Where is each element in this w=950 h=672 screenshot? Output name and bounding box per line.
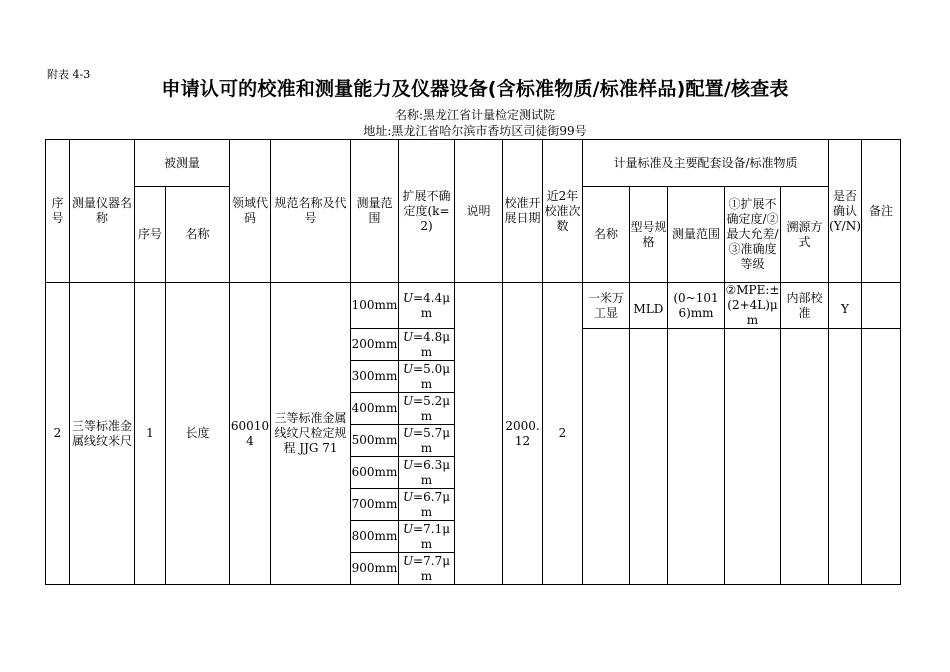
range-cell: 600mm xyxy=(351,457,399,489)
header-remarks: 备注 xyxy=(862,140,901,283)
header-uncertainty: 扩展不确定度(k=2) xyxy=(399,140,455,283)
header-measured-group: 被测量 xyxy=(135,140,230,187)
range-cell: 900mm xyxy=(351,553,399,585)
range-cell: 100mm xyxy=(351,283,399,329)
header-measure-range: 测量范围 xyxy=(351,140,399,283)
header-field-code: 领域代码 xyxy=(230,140,271,283)
record-measured-name: 长度 xyxy=(166,283,230,585)
range-cell: 800mm xyxy=(351,521,399,553)
uncertainty-cell: U=4.8μm xyxy=(399,329,455,361)
header-description: 说明 xyxy=(455,140,503,283)
record-seq: 2 xyxy=(46,283,70,585)
record-remarks xyxy=(862,283,901,329)
header-eq-accuracy: ①扩展不确定度/②最大允差/③准确度等级 xyxy=(725,187,781,283)
uncertainty-cell: U=6.3μm xyxy=(399,457,455,489)
uncertainty-cell: U=5.2μm xyxy=(399,393,455,425)
page-title: 申请认可的校准和测量能力及仪器设备(含标准物质/标准样品)配置/核查表 xyxy=(161,78,789,100)
uncertainty-cell: U=4.4μm xyxy=(399,283,455,329)
equipment-blank xyxy=(668,329,725,585)
uncertainty-cell: U=5.7μm xyxy=(399,425,455,457)
capability-table xyxy=(45,139,901,585)
header-eq-trace: 溯源方式 xyxy=(781,187,829,283)
header-seq: 序号 xyxy=(46,140,70,283)
range-cell: 700mm xyxy=(351,489,399,521)
range-cell: 400mm xyxy=(351,393,399,425)
equipment-blank xyxy=(583,329,630,585)
record-spec-name: 三等标准金属线纹尺检定规程 JJG 71 xyxy=(271,283,351,585)
org-address: 地址:黑龙江省哈尔滨市香坊区司徒街99号 xyxy=(363,124,587,138)
header-confirmed: 是否确认(Y/N) xyxy=(829,140,862,283)
record-field-code: 600104 xyxy=(230,283,271,585)
range-cell: 500mm xyxy=(351,425,399,457)
equipment-range: (0~1016)mm xyxy=(668,283,725,329)
annex-label: 附表 4-3 xyxy=(47,68,91,81)
equipment-accuracy: ②MPE:±(2+4L)μm xyxy=(725,283,780,327)
header-eq-range: 测量范围 xyxy=(668,187,725,283)
header-measured-seq: 序号 xyxy=(135,187,166,283)
equipment-trace: 内部校准 xyxy=(781,283,829,329)
equipment-blank xyxy=(862,329,901,585)
header-eq-name: 名称 xyxy=(583,187,630,283)
header-spec-name: 规范名称及代号 xyxy=(271,140,351,283)
equipment-blank xyxy=(725,329,781,585)
equipment-confirmed: Y xyxy=(829,283,862,329)
record-measured-seq: 1 xyxy=(135,283,166,585)
uncertainty-cell: U=7.7μm xyxy=(399,553,455,585)
uncertainty-cell: U=7.1μm xyxy=(399,521,455,553)
range-cell: 200mm xyxy=(351,329,399,361)
org-name: 名称:黑龙江省计量检定测试院 xyxy=(394,108,556,122)
uncertainty-cell: U=6.7μm xyxy=(399,489,455,521)
record-description xyxy=(455,283,503,585)
equipment-blank xyxy=(630,329,668,585)
record-recent-count: 2 xyxy=(543,283,583,585)
equipment-blank xyxy=(781,329,829,585)
equipment-name: 一米万工显 xyxy=(583,283,630,329)
equipment-blank xyxy=(829,329,862,585)
header-measured-name: 名称 xyxy=(166,187,230,283)
header-instrument-name: 测量仪器名称 xyxy=(70,140,135,283)
header-recent-count: 近2年校准次数 xyxy=(543,140,583,283)
header-eq-model: 型号规格 xyxy=(630,187,668,283)
header-calib-start: 校准开展日期 xyxy=(503,140,543,283)
header-equipment-group: 计量标准及主要配套设备/标准物质 xyxy=(583,140,829,187)
record-instrument-name: 三等标准金属线纹米尺 xyxy=(70,283,135,585)
range-cell: 300mm xyxy=(351,361,399,393)
record-calib-start: 2000.12 xyxy=(503,283,543,585)
equipment-model: MLD xyxy=(630,283,668,329)
uncertainty-cell: U=5.0μm xyxy=(399,361,455,393)
